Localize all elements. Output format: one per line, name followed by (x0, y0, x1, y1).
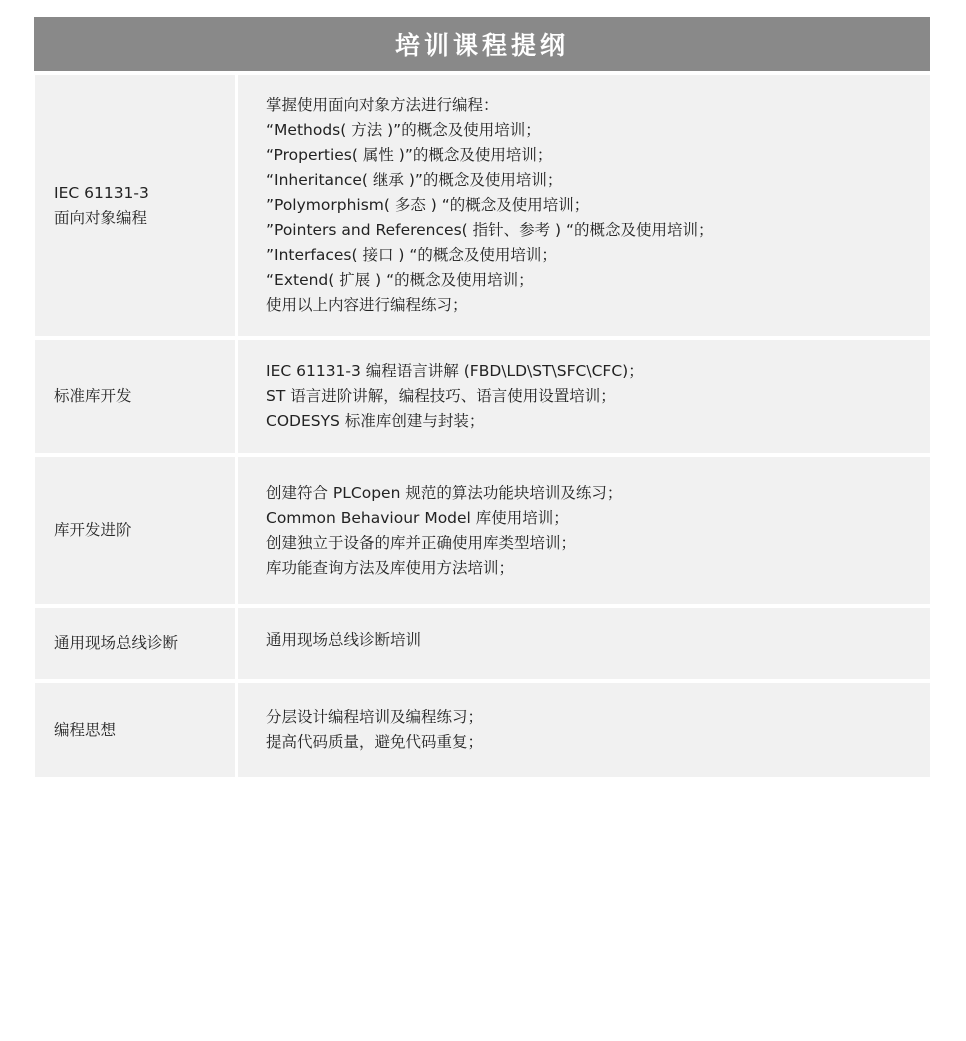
content-cell (238, 608, 930, 679)
title-bar (34, 17, 930, 71)
content-line: ”Interfaces( 接口 ) “的概念及使用培训； (266, 246, 557, 264)
content-cell (238, 457, 930, 604)
table-row (34, 75, 930, 336)
topic-label: 编程思想 (54, 720, 117, 739)
content-line: 掌握使用面向对象方法进行编程： (266, 96, 499, 114)
content-line: 通用现场总线诊断培训 (266, 631, 422, 649)
content-line: 库功能查询方法及库使用方法培训； (266, 558, 515, 577)
content-line: ST 语言进阶讲解，编程技巧、语言使用设置培训； (266, 387, 616, 405)
topic-cell (35, 608, 235, 679)
topic-cell (35, 75, 235, 336)
content-line: 使用以上内容进行编程练习； (266, 296, 468, 314)
content-line: “Properties( 属性 )”的概念及使用培训； (266, 146, 553, 164)
content-line: 创建独立于设备的库并正确使用库类型培训； (266, 533, 577, 552)
course-outline (34, 17, 930, 781)
content-line: “Extend( 扩展 ) “的概念及使用培训； (266, 271, 534, 289)
content-cell (238, 340, 930, 453)
content-line: “Methods( 方法 )”的概念及使用培训； (266, 121, 541, 139)
topic-label: IEC 61131-3 面向对象编程 (54, 183, 149, 227)
content-line: “Inheritance( 继承 )”的概念及使用培训； (266, 171, 563, 189)
topic-cell (35, 683, 235, 777)
outline-title: 培训课程提纲 (394, 31, 569, 60)
content-cell (238, 75, 930, 336)
table-row (34, 608, 930, 679)
content-line: 分层设计编程培训及编程练习； (266, 708, 484, 726)
table-row (34, 457, 930, 604)
content-line: 提高代码质量，避免代码重复； (266, 733, 484, 751)
content-line: Common Behaviour Model 库使用培训； (266, 508, 569, 527)
topic-cell (35, 340, 235, 453)
content-line: CODESYS 标准库创建与封装； (266, 412, 485, 430)
topic-label: 库开发进阶 (54, 521, 132, 539)
content-cell (238, 683, 930, 777)
topic-label: 标准库开发 (54, 387, 132, 405)
content-line: IEC 61131-3 编程语言讲解 (FBD\LD\ST\SFC\CFC)； (266, 362, 644, 380)
topic-label: 通用现场总线诊断 (54, 634, 179, 652)
table-row (34, 683, 930, 777)
topic-cell (35, 457, 235, 604)
content-line: 创建符合 PLCopen 规范的算法功能块培训及练习； (266, 483, 623, 502)
content-line: ”Pointers and References( 指针、参考 ) “的概念及使用培训； (266, 221, 714, 239)
content-line: ”Polymorphism( 多态 ) “的概念及使用培训； (266, 196, 590, 214)
table-row (34, 340, 930, 453)
